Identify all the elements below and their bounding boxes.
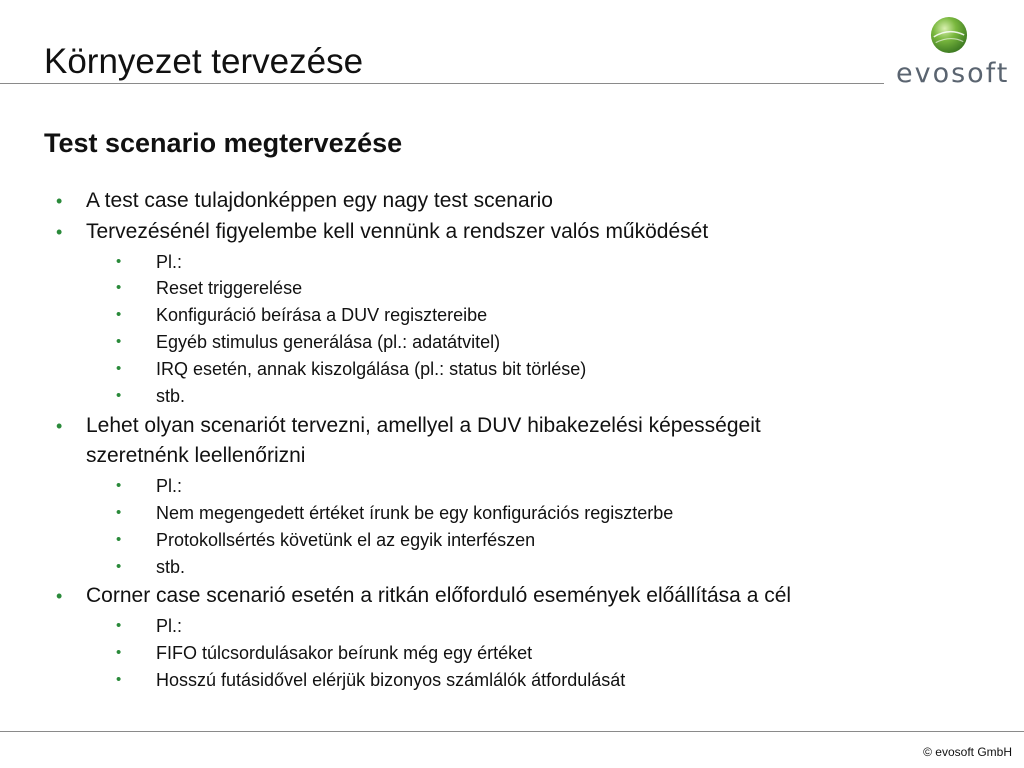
list-item-text: Pl.: [156,616,183,636]
logo-wordmark: evosoft [896,58,1010,89]
list-item [116,249,183,275]
bullet-icon: • [116,360,122,377]
list-item-text: Reset triggerelése [156,278,303,298]
list-item [116,613,183,639]
bullet-icon: • [116,477,122,494]
list-item-text: Lehet olyan scenariót tervezni, amellyel a DUV hibakezelési képességeit [86,414,761,437]
list-item-text: Hosszú futásidővel elérjük bizonyos számlálók átfordulását [156,670,626,690]
list-item-text: IRQ esetén, annak kiszolgálása (pl.: status bit törlése) [156,359,587,379]
list-item-text: FIFO túlcsordulásakor beírunk még egy értéket [156,643,533,663]
bullet-icon: • [56,586,63,606]
list-item [116,554,186,580]
footer-copyright: © evosoft GmbH [923,745,1012,759]
bullet-icon: • [56,222,63,242]
bullet-icon: • [116,333,122,350]
section-subtitle: Test scenario megtervezése [44,128,403,158]
bullet-icon: • [116,387,122,404]
list-item [56,411,761,471]
slide-title: Környezet tervezése [44,42,364,81]
bullet-icon: • [116,671,122,688]
list-item-text: Egyéb stimulus generálása (pl.: adatátvitel) [156,332,501,352]
list-item [116,667,626,693]
bullet-icon: • [56,191,63,211]
list-item-text: stb. [156,557,186,577]
list-item [116,383,186,409]
list-item [116,640,533,666]
list-item [56,581,792,611]
bullet-icon: • [116,558,122,575]
bullet-icon: • [116,504,122,521]
list-item-text: Tervezésénél figyelembe kell vennünk a rendszer valós működését [86,220,709,243]
list-item [116,527,536,553]
list-item [116,275,303,301]
list-item-text: Konfiguráció beírása a DUV regisztereibe [156,305,488,325]
bullet-icon: • [116,617,122,634]
list-item [56,217,709,247]
bullet-icon: • [116,253,122,270]
list-item-text: Corner case scenarió esetén a ritkán előforduló események előállítása a cél [86,584,792,607]
footer-divider [0,731,1024,732]
list-item-text: Nem megengedett értéket írunk be egy konfigurációs regiszterbe [156,503,674,523]
list-item-text: Pl.: [156,252,183,272]
bullet-icon: • [56,416,63,436]
list-item-text-continued: szeretnénk leellenőrizni [86,444,306,467]
list-item [116,500,674,526]
bullet-icon: • [116,306,122,323]
list-item-text: Protokollsértés követünk el az egyik interfészen [156,530,536,550]
bullet-icon: • [116,644,122,661]
list-item-text: A test case tulajdonképpen egy nagy test scenario [86,189,553,212]
list-item-text: Pl.: [156,476,183,496]
bullet-icon: • [116,279,122,296]
bullet-icon: • [116,531,122,548]
list-item [56,186,553,216]
list-item [116,329,501,355]
list-item [116,356,587,382]
list-item-text: stb. [156,386,186,406]
list-item [116,302,488,328]
list-item [116,473,183,499]
